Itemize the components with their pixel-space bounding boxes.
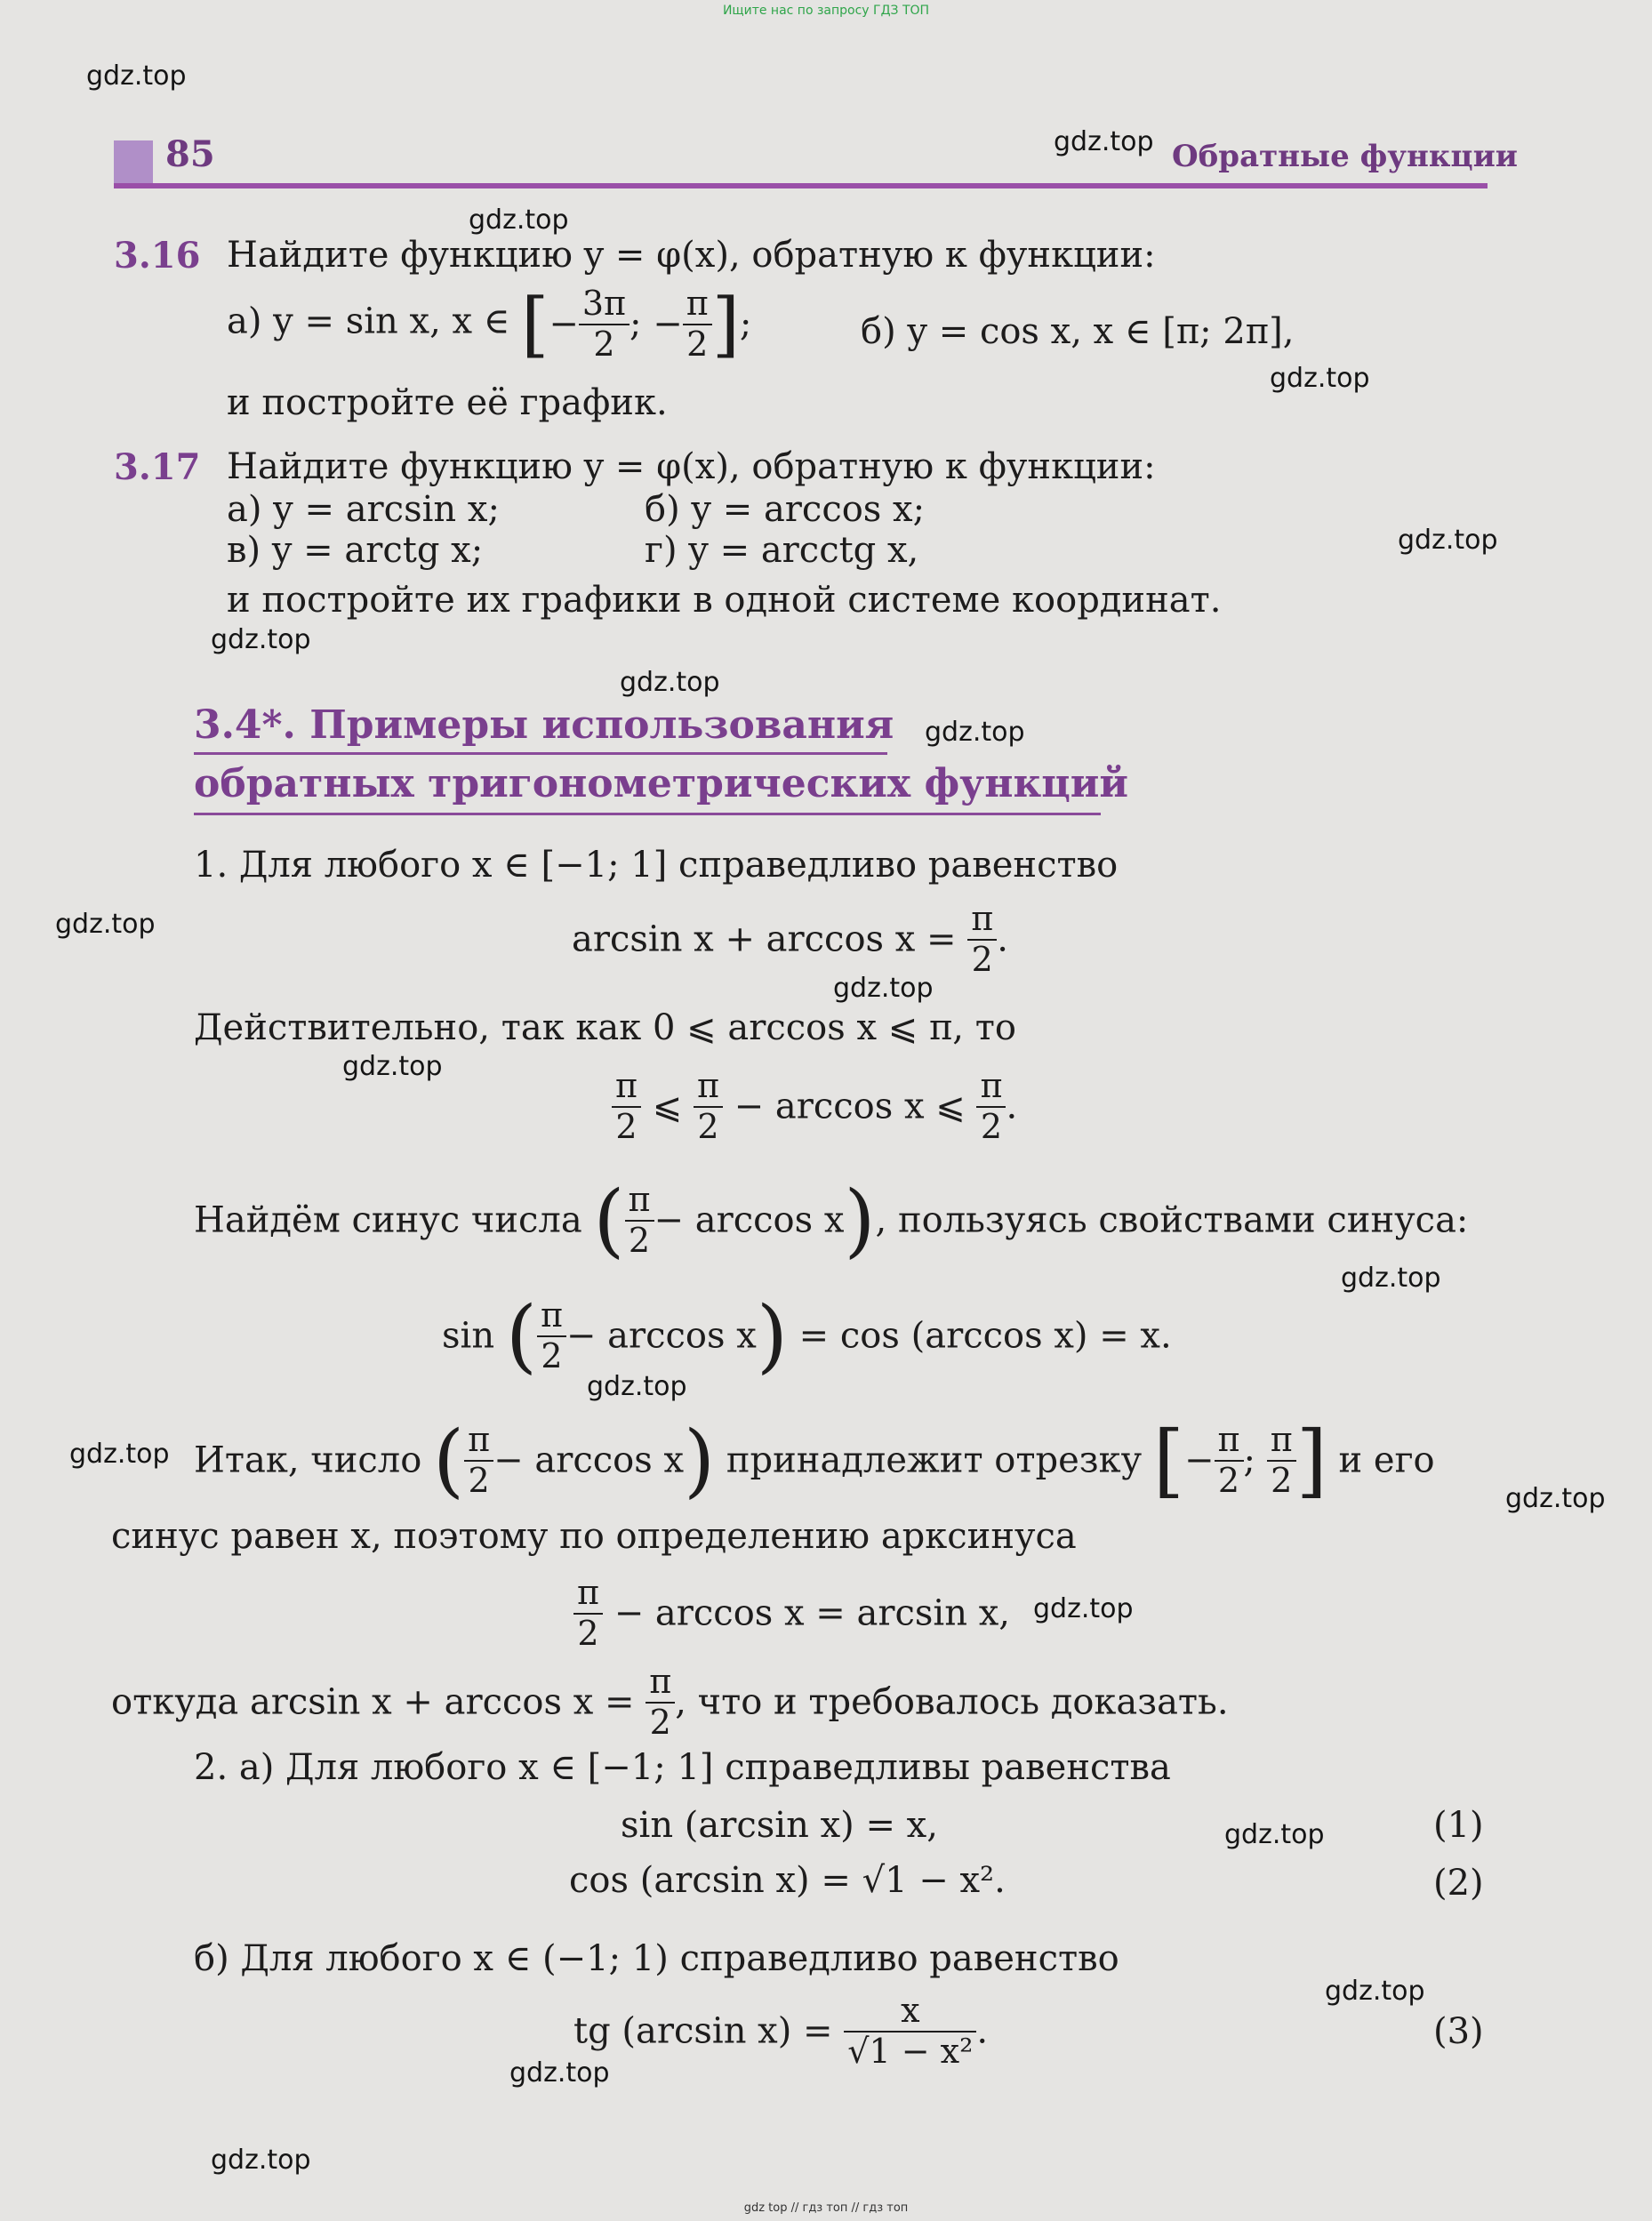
page-number: 85 bbox=[165, 133, 215, 175]
section-rule bbox=[194, 813, 1101, 815]
exercise-text: Найдите функцию y = φ(x), обратную к функции: bbox=[227, 235, 1156, 276]
watermark: gdz.top bbox=[925, 717, 1025, 748]
watermark: gdz.top bbox=[86, 60, 187, 92]
section-rule bbox=[194, 752, 887, 755]
watermark: gdz.top bbox=[1325, 1976, 1425, 2007]
paragraph-line: Найдём синус числа ( $\frac{\pi}{2}$ − arccos x), пользуясь свойствами синуса: bbox=[194, 1174, 1469, 1267]
equation: $\frac{\pi}{2}$ ⩽ $\frac{\pi}{2}$ − arccos x ⩽ $\frac{\pi}{2}$ . bbox=[612, 1067, 1017, 1146]
statement: б) Для любого x ∈ (−1; 1) справедливо равенство bbox=[194, 1938, 1119, 1979]
section-heading: обратных тригонометрических функций bbox=[194, 761, 1129, 806]
watermark: gdz.top bbox=[342, 1051, 443, 1082]
equation-number: (2) bbox=[1433, 1863, 1484, 1904]
exercise-item-b: б) y = cos x, x ∈ [π; 2π], bbox=[861, 311, 1295, 352]
exercise-item-b: б) y = arccos x; bbox=[645, 489, 926, 530]
header-rule bbox=[114, 183, 1488, 188]
watermark: gdz.top bbox=[1270, 363, 1370, 394]
exercise-item-a: а) y = arcsin x; bbox=[227, 489, 500, 530]
watermark: gdz.top bbox=[1505, 1483, 1606, 1514]
fraction: $\frac{3\pi}{2}$ bbox=[579, 285, 630, 364]
statement: 1. Для любого x ∈ [−1; 1] справедливо равенство bbox=[194, 845, 1119, 886]
equation: arcsin x + arccos x = $\frac{\pi}{2}$ . bbox=[572, 899, 1008, 979]
exercise-text: и постройте её график. bbox=[227, 382, 668, 423]
watermark: gdz.top bbox=[1224, 1819, 1325, 1850]
exercise-text: Найдите функцию y = φ(x), обратную к функции: bbox=[227, 446, 1156, 487]
statement: 2. а) Для любого x ∈ [−1; 1] справедливы равенства bbox=[194, 1747, 1171, 1788]
exercise-item-d: г) y = arcctg x, bbox=[645, 530, 919, 571]
equation-number: (3) bbox=[1433, 2011, 1484, 2052]
watermark: gdz.top bbox=[833, 973, 934, 1004]
equation: sin ( $\frac{\pi}{2}$ − arccos x) = cos (arccos x) = x. bbox=[442, 1289, 1172, 1383]
bottom-banner: gdz top // гдз топ // гдз топ bbox=[743, 2201, 909, 2215]
fraction: $\frac{\pi}{2}$ bbox=[683, 285, 712, 364]
equation: sin (arcsin x) = x, bbox=[621, 1805, 938, 1846]
equation-number: (1) bbox=[1433, 1805, 1484, 1846]
exercise-item-c: в) y = arctg x; bbox=[227, 530, 484, 571]
exercise-text: и постройте их графики в одной системе координат. bbox=[227, 580, 1222, 621]
watermark: gdz.top bbox=[69, 1439, 170, 1470]
top-banner: Ищите нас по запросу ГДЗ ТОП bbox=[722, 4, 930, 18]
paragraph-line: Действительно, так как 0 ⩽ arccos x ⩽ π, то bbox=[194, 1007, 1016, 1048]
item-a-text: а) y = sin x, x ∈ bbox=[227, 301, 510, 342]
page-title: Обратные функции bbox=[1172, 139, 1519, 174]
watermark: gdz.top bbox=[587, 1371, 687, 1402]
equation: tg (arcsin x) = $\frac{x}{\text{√1 − x²}}$ . bbox=[573, 1991, 989, 2071]
section-heading: 3.4*. Примеры использования bbox=[194, 702, 894, 748]
exercise-item-a: а) y = sin x, x ∈ [− $\frac{3\pi}{2}$ ; − $\frac{\pi}{2}$ ]; bbox=[227, 283, 752, 365]
watermark: gdz.top bbox=[1341, 1263, 1441, 1294]
paragraph-line: синус равен x, поэтому по определению арксинуса bbox=[111, 1516, 1077, 1557]
watermark: gdz.top bbox=[620, 667, 720, 698]
watermark: gdz.top bbox=[1054, 126, 1154, 157]
exercise-number: 3.16 bbox=[114, 235, 201, 277]
exercise-number: 3.17 bbox=[114, 446, 201, 488]
watermark: gdz.top bbox=[509, 2057, 610, 2089]
watermark: gdz.top bbox=[211, 2145, 311, 2176]
equation: $\frac{\pi}{2}$ − arccos x = arcsin x, bbox=[573, 1574, 1010, 1653]
equation: cos (arcsin x) = √1 − x². bbox=[569, 1860, 1006, 1901]
paragraph-line: Итак, число ( $\frac{\pi}{2}$ − arccos x) принадлежит отрезку [− $\frac{\pi}{2}$ ; $\frac{\pi}{2}$ ] и его bbox=[194, 1414, 1435, 1507]
paragraph-line: откуда arcsin x + arccos x = $\frac{\pi}{2}$ , что и требовалось доказать. bbox=[111, 1662, 1229, 1742]
watermark: gdz.top bbox=[55, 909, 156, 940]
watermark: gdz.top bbox=[1033, 1593, 1134, 1624]
header-marker bbox=[114, 140, 153, 187]
watermark: gdz.top bbox=[1398, 525, 1498, 556]
watermark: gdz.top bbox=[211, 624, 311, 655]
watermark: gdz.top bbox=[469, 204, 569, 236]
